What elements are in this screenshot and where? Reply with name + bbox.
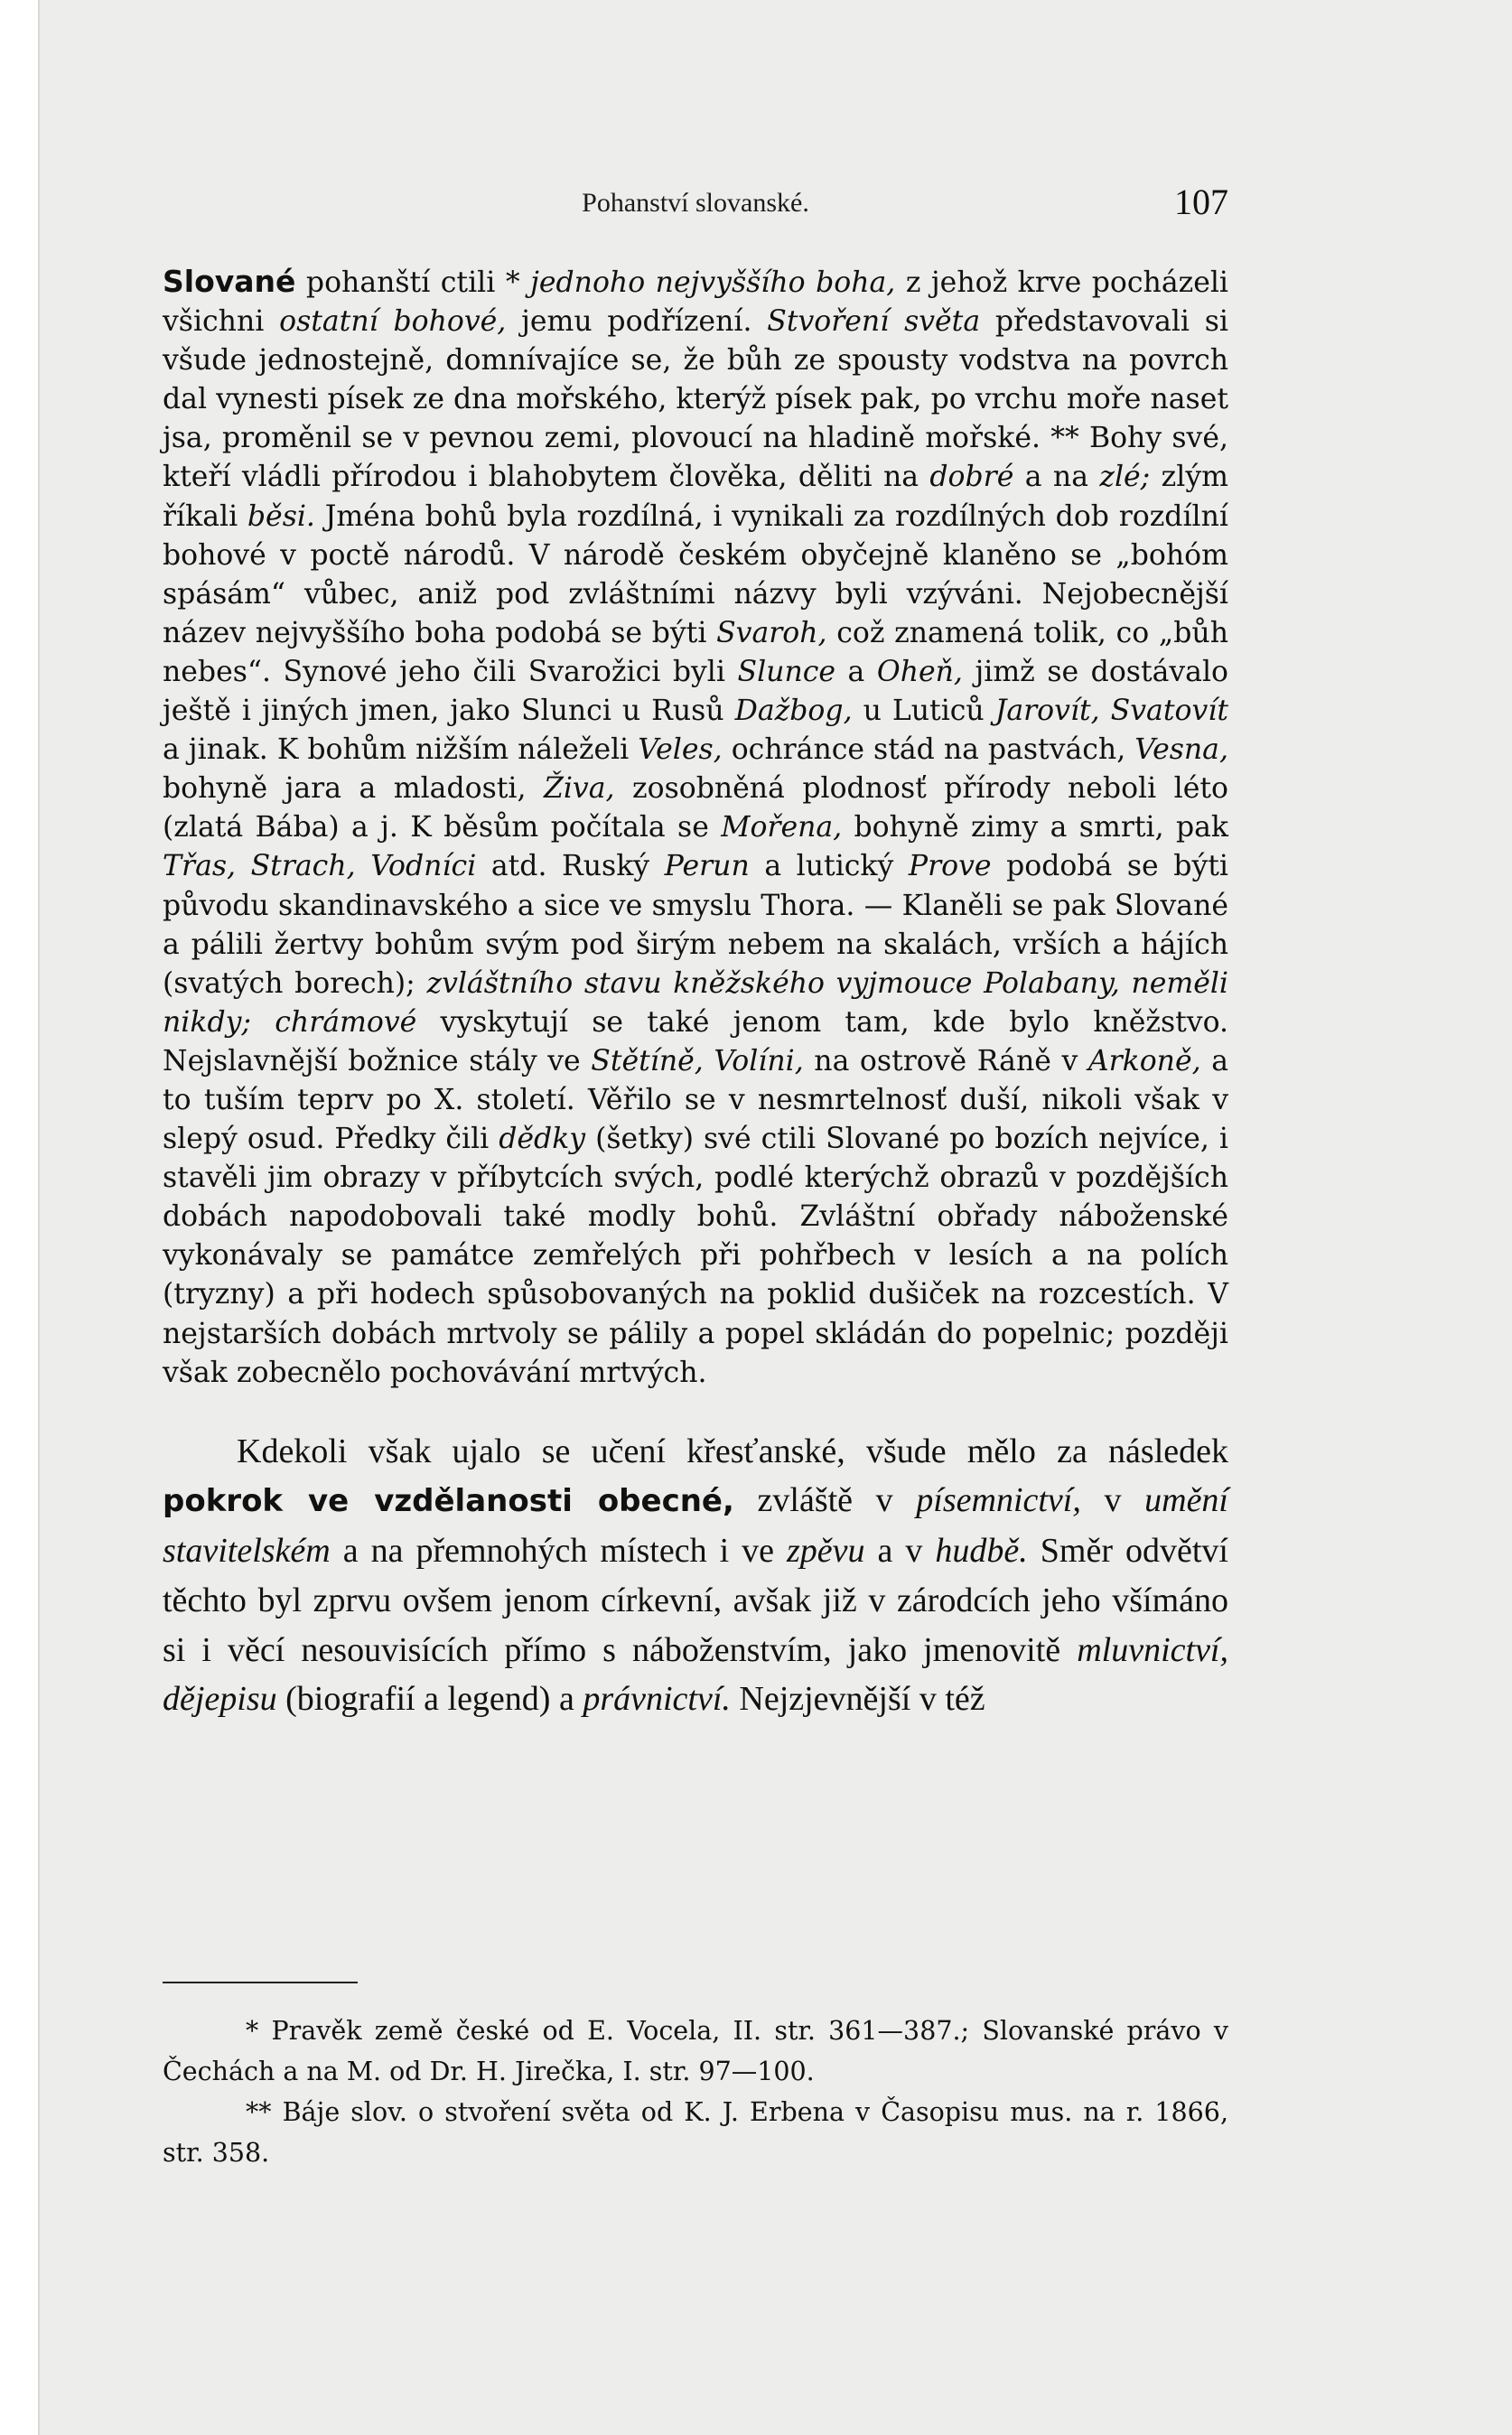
italic-term: dobré <box>929 461 1014 494</box>
italic-term: Perun <box>664 850 750 883</box>
text-run: (biografií a legend) a <box>276 1680 583 1719</box>
text-run: vyskytují se také jenom tam, kde bylo kněžstvo. Nejslavnější božnice stály ve <box>163 1005 1229 1078</box>
text-run: a lutický <box>749 850 909 883</box>
footnote-separator <box>163 1982 358 1983</box>
italic-term: písemnictví, <box>916 1481 1081 1520</box>
italic-term: právnictví. <box>583 1680 731 1719</box>
italic-term: Živa, <box>543 772 615 806</box>
paragraph-christian-progress <box>163 1427 1228 1724</box>
text-run: Směr odvětví těchto byl zprvu ovšem jenom církevní, avšak již v zárodcích jeho všímáno si i věcí nesouvisících přímo s náboženstvím, jako jmenovitě <box>163 1532 1228 1669</box>
footnote-1: * Pravěk země české od E. Vocela, II. str. 361—387.; Slovanské právo v Čechách a na M. od Dr. H. Jirečka, I. str. 97—100. <box>163 2016 1228 2086</box>
text-run: a to tuším teprv po X. století. Věřilo se v nesmrtelnosť duší, nikoli však v slepý osud. Předky čili <box>163 1044 1228 1156</box>
italic-term: Prove <box>908 850 992 883</box>
text-run: což znamená tolik, co „bůh nebes“. Synové jeho čili Svarožici byli <box>163 616 1228 688</box>
italic-term: Jarovít, Svatovít <box>994 695 1228 728</box>
italic-term: ostatní bohové, <box>279 305 507 339</box>
italic-term: umění stavitelském <box>163 1481 1228 1571</box>
italic-term: mluvnictví, dějepisu <box>163 1630 1228 1719</box>
italic-term: Veles, <box>638 733 723 767</box>
lead-term: Slované <box>163 264 296 299</box>
text-run: z jehož krve pocházeli všichni <box>163 266 1228 339</box>
italic-term: Mořena, <box>721 811 843 844</box>
page-header <box>163 181 1228 235</box>
italic-term: běsi. <box>247 499 315 533</box>
text-run: atd. Ruský <box>476 850 665 883</box>
italic-term: zlé; <box>1099 461 1151 494</box>
italic-term: Slunce <box>737 655 836 688</box>
footnote-2: ** Báje slov. o stvoření světa od K. J. Erbena v Časopisu mus. na r. 1866, str. 358. <box>163 2097 1228 2168</box>
page-body <box>163 262 1228 1724</box>
italic-term: dědky <box>499 1123 586 1156</box>
italic-term: Arkoně, <box>1087 1044 1201 1078</box>
text-run: bohyně zimy a smrti, pak <box>842 811 1228 844</box>
italic-term: hudbě. <box>935 1532 1028 1571</box>
text-run: a jinak. K bohům nižším náleželi <box>163 733 639 767</box>
text-run: u Luticů <box>852 695 995 728</box>
italic-term: Vesna, <box>1134 733 1228 767</box>
italic-term: Dažbog, <box>734 695 853 728</box>
italic-term: zvláštního stavu kněžského vyjmouce Polabany, neměli nikdy; chrámové <box>163 966 1229 1039</box>
text-run: zlým říkali <box>163 461 1228 533</box>
text-run: na ostrově Ráně v <box>803 1044 1088 1078</box>
italic-term: Stvoření světa <box>767 305 981 339</box>
text-run: Nejzjevnější v též <box>730 1680 985 1719</box>
text-run: (šetky) své ctili Slované po bozích nejvíce, i stavěli jim obrazy v příbytcích svých, podlé kterýchž obrazů v pozdějších dobách napodobovali také modly bohů. Zvláštní obřady náboženské vykonávaly se památce zemřelých při pohřbech v lesích a na polích (tryzny) a při hodech spůsobovaných na poklid dušiček na rozcestích. V nejstarších dobách mrtvoly se pálily a popel skládán do popelnic; později však zobecnělo pochovávání mrtvých. <box>163 1123 1228 1389</box>
bold-term: pokrok ve vzdělanosti obecné, <box>163 1483 734 1520</box>
text-run: podobá se býti původu skandinavského a sice ve smyslu Thora. — Klaněli se pak Slované a pálili žertvy bohům svým pod širým nebem na skalách, vrších a hájích (svatých borech); <box>163 850 1228 1000</box>
italic-term: Třas, Strach, Vodníci <box>163 850 477 883</box>
text-run: ochránce stád na pastvách, <box>722 733 1135 767</box>
paragraph-slavic-paganism <box>163 262 1228 1393</box>
text-run: a na přemnohých místech i ve <box>330 1532 788 1571</box>
text-run: v <box>1080 1481 1145 1520</box>
text-run: představovali si všude jednostejně, domnívajíce se, že bůh ze spousty vodstva na povrch dal vynesti písek ze dna mořského, kterýž písek pak, po vrchu moře naset jsa, proměnil se v pevnou zemi, plovoucí na hladině mořské. ** Bohy své, kteří vládli přírodou i blahobytem člověka, děliti na <box>163 305 1229 494</box>
italic-term: Oheň, <box>876 655 963 688</box>
text-run: jimž se dostávalo ještě i jiných jmen, jako Slunci u Rusů <box>163 655 1229 728</box>
text-run: jemu podřízení. <box>506 305 768 339</box>
text-run: a v <box>864 1532 936 1571</box>
text-run: zosobněná plodnosť přírody neboli léto (zlatá Bába) a j. K běsům počítala se <box>163 772 1229 844</box>
text-run: zvláště v <box>733 1481 917 1520</box>
italic-term: Svaroh, <box>716 616 827 649</box>
text-run: Jména bohů byla rozdílná, i vynikali za rozdílných dob rozdílní bohové v poctě národů. V národě českém obyčejně klaněno se „bohóm spásám“ vůbec, aniž pod zvláštními názvy byli vzýváni. Nejobecnější název nejvyššího boha podobá se býti <box>163 499 1228 649</box>
text-run: pohanští ctili * <box>295 266 531 299</box>
running-title: Pohanství slovanské. <box>582 188 809 218</box>
scan-margin <box>0 0 40 2435</box>
text-run: a <box>835 655 877 688</box>
text-run: bohyně jara a mladosti, <box>163 772 544 806</box>
italic-term: zpěvu <box>787 1532 865 1571</box>
text-run: a na <box>1013 461 1100 494</box>
italic-term: jednoho nejvyššího boha, <box>530 266 896 299</box>
page-number: 107 <box>1174 182 1228 222</box>
italic-term: Stětíně, Volíni, <box>591 1044 804 1078</box>
footnotes <box>163 2011 1228 2173</box>
text-run: Kdekoli však ujalo se učení křesťanské, všude mělo za následek <box>237 1432 1228 1470</box>
